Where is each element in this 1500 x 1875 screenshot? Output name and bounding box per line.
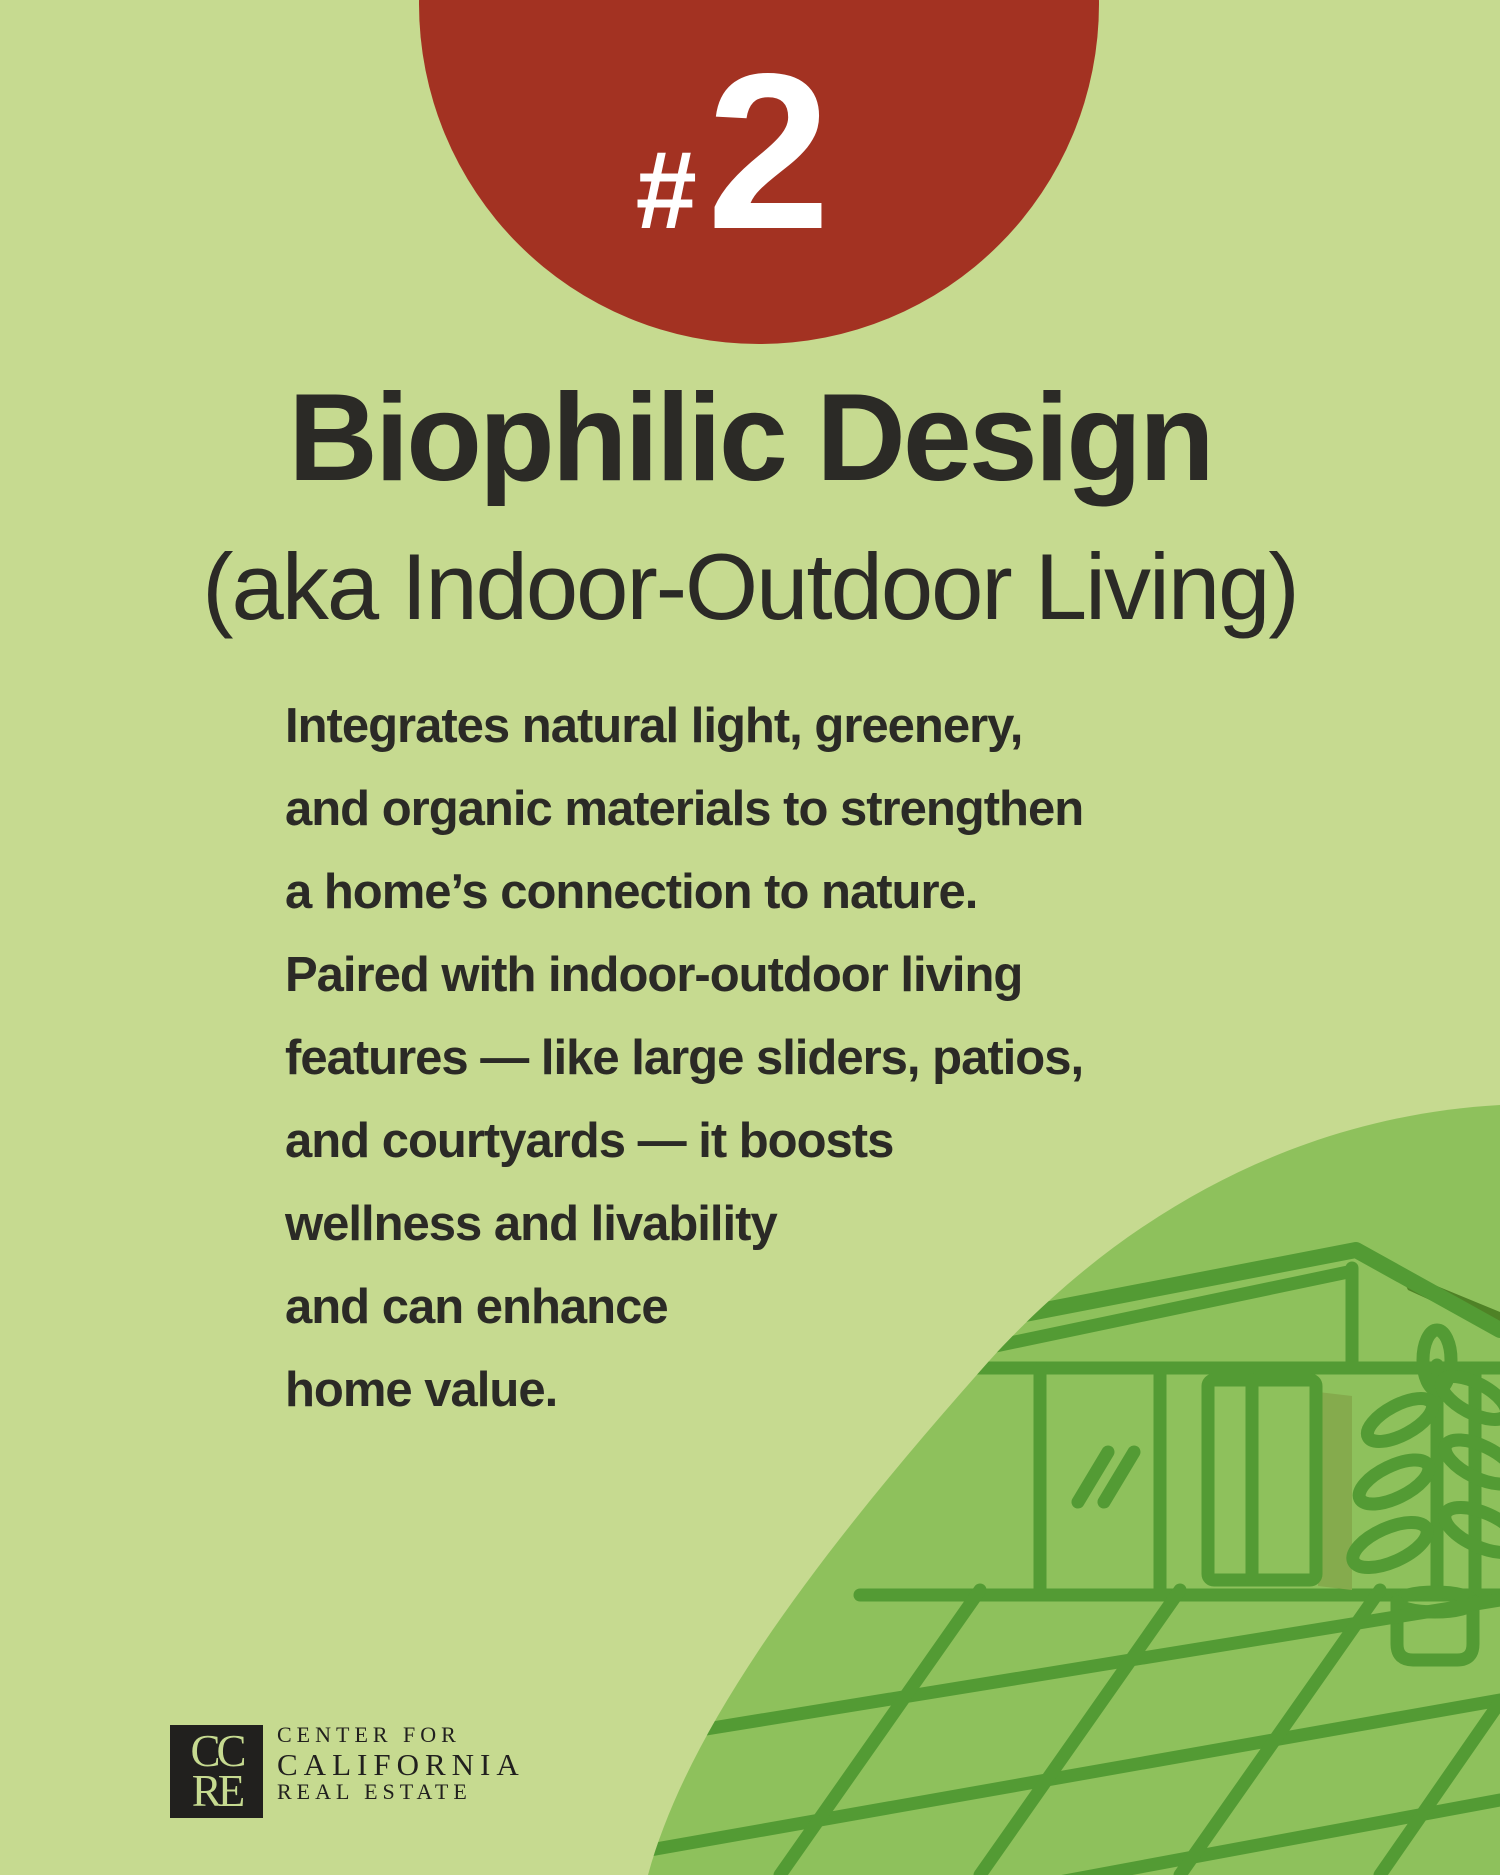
logo-abbr-bottom: RE	[191, 1765, 242, 1816]
hash-glyph: #	[635, 129, 697, 252]
badge-digit: 2	[706, 28, 831, 276]
logo-line-california: CALIFORNIA	[277, 1747, 525, 1782]
body-line: Integrates natural light, greenery,	[285, 699, 1023, 753]
badge-number	[393, 28, 1073, 276]
ccre-logo	[170, 1722, 525, 1818]
green-circle-backdrop	[648, 1105, 1500, 1875]
body-line: wellness and livability	[285, 1197, 777, 1251]
logo-abbr-top: CC	[190, 1725, 243, 1776]
number-badge	[419, 0, 1099, 344]
body-line: and organic materials to strengthen	[285, 782, 1084, 836]
body-line: and courtyards — it boosts	[285, 1114, 894, 1168]
body-line: features — like large sliders, patios,	[285, 1031, 1084, 1085]
logo-line-center-for: CENTER FOR	[277, 1722, 461, 1747]
ccre-logo-mark	[170, 1725, 263, 1818]
body-line: home value.	[285, 1363, 558, 1417]
body-line: and can enhance	[285, 1280, 668, 1334]
page-subtitle: (aka Indoor-Outdoor Living)	[202, 534, 1298, 639]
body-line: Paired with indoor-outdoor living	[285, 948, 1023, 1002]
indoor-outdoor-house-illustration	[560, 980, 1500, 1875]
logo-line-real-estate: REAL ESTATE	[277, 1779, 472, 1804]
page-title: Biophilic Design	[288, 369, 1212, 507]
body-line: a home’s connection to nature.	[285, 865, 978, 919]
ccre-logo-text	[277, 1722, 525, 1805]
